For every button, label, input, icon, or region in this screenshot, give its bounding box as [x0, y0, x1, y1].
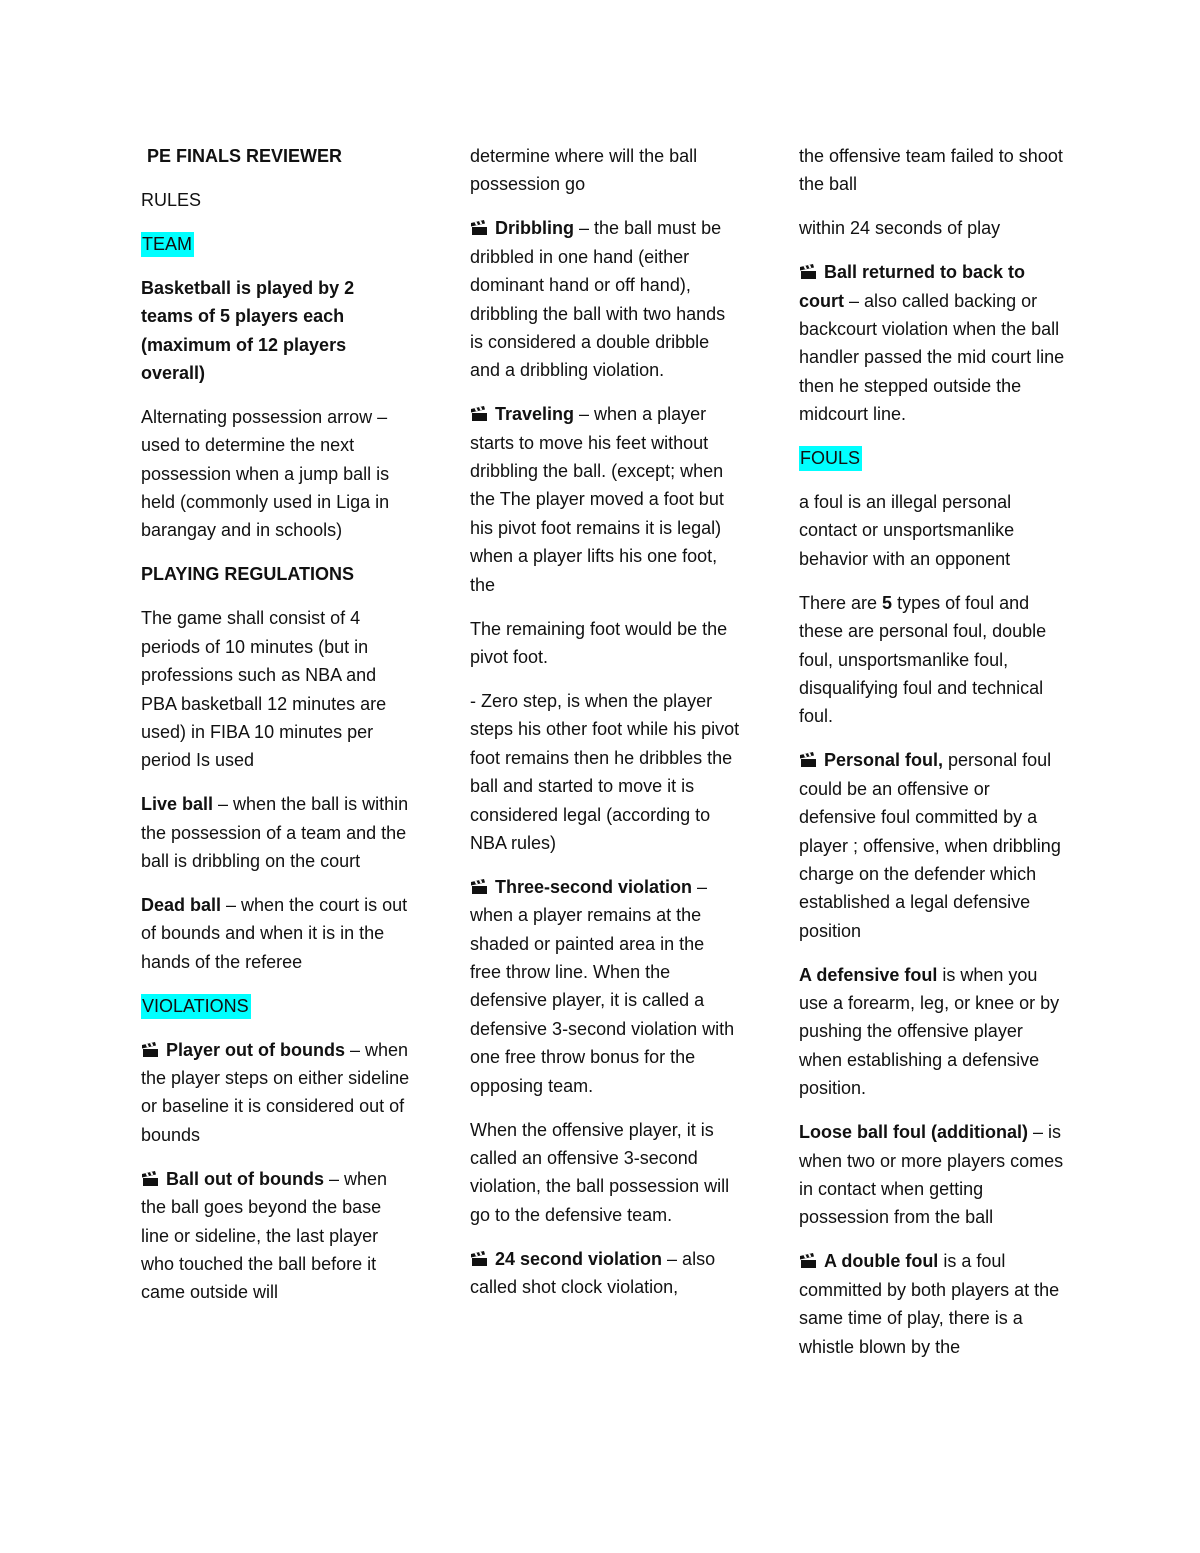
- clapperboard-icon: [141, 1042, 159, 1058]
- backcourt-item: [799, 258, 1069, 428]
- clapperboard-icon: [470, 1251, 488, 1267]
- clapperboard-icon: [470, 879, 488, 895]
- shot-clock-continued-text: the offensive team failed to shoot the ball: [799, 146, 1063, 195]
- dribbling-term: Dribbling: [495, 218, 574, 239]
- backcourt-term: Ball returned to back to court: [799, 262, 1026, 311]
- clapperboard-icon: [470, 220, 488, 236]
- double-foul-text: is a foul committed by both players at the same time of play, there is a whistle blown by the: [799, 1251, 1060, 1357]
- clapperboard-icon: [141, 1171, 159, 1187]
- zero-step-text: - Zero step, is when the player steps his other foot while his pivot foot remains then he dribbles the ball and started to move it is considered legal (according to NBA rules): [470, 690, 740, 853]
- three-second-term: Three-second violation: [495, 876, 693, 897]
- live-ball-term: Live ball: [141, 794, 214, 815]
- defensive-foul-term: A defensive foul: [799, 964, 938, 985]
- loose-ball-foul-item: [799, 1118, 1069, 1232]
- column-3: [799, 142, 1069, 1376]
- live-ball-item: [141, 790, 411, 875]
- clapperboard-icon: [799, 1253, 817, 1269]
- foul-types-count: 5: [882, 592, 893, 613]
- defensive-foul-item: [799, 961, 1069, 1103]
- foul-types-pre: There are: [799, 592, 883, 613]
- ball-out-text: – when the ball goes beyond the base line or sideline, the last player who touched the ball before it came outside will: [141, 1168, 388, 1303]
- player-out-item: [141, 1036, 411, 1150]
- loose-ball-foul-term: Loose ball foul (additional): [799, 1122, 1028, 1143]
- defensive-foul-text: is when you use a forearm, leg, or knee or by pushing the offensive player when establishing a defensive position.: [799, 964, 1060, 1099]
- traveling-item: [470, 400, 740, 599]
- fouls-heading: FOULS: [799, 446, 862, 471]
- dead-ball-item: [141, 891, 411, 976]
- three-second-text: – when a player remains at the shaded or painted area in the free throw line. When the defensive player, it is called a defensive 3-second violation with one free throw bonus for the opposing team.: [470, 876, 735, 1096]
- foul-definition-text: a foul is an illegal personal contact or unsportsmanlike behavior with an opponent: [799, 492, 1015, 569]
- clapperboard-icon: [799, 752, 817, 768]
- team-heading: TEAM: [141, 232, 194, 257]
- game-periods-text: The game shall consist of 4 periods of 10 minutes (but in professions such as NBA and PBA basketball 12 minutes are used) in FIBA 10 minutes per period Is used: [141, 608, 387, 771]
- clapperboard-icon: [470, 406, 488, 422]
- player-out-term: Player out of bounds: [166, 1039, 346, 1060]
- dead-ball-term: Dead ball: [141, 894, 222, 915]
- personal-foul-term: Personal foul,: [824, 750, 944, 771]
- column-2: [470, 142, 740, 1317]
- dribbling-text: – the ball must be dribbled in one hand (either dominant hand or off hand), dribbling the ball with two hands is considered a double dribble and a dribbling violation.: [470, 218, 726, 381]
- dead-ball-text: – when the court is out of bounds and when it is in the hands of the referee: [141, 894, 408, 972]
- player-out-text: – when the player steps on either sideline or baseline it is considered out of bounds: [141, 1039, 410, 1145]
- document-title: PE FINALS REVIEWER: [147, 146, 343, 166]
- three-second-item: [470, 873, 740, 1100]
- backcourt-text: – also called backing or backcourt violation when the ball handler passed the mid court line then he stepped outside the midcourt line.: [799, 290, 1065, 425]
- clapperboard-icon: [799, 264, 817, 280]
- shot-clock-text: – also called shot clock violation,: [470, 1248, 716, 1298]
- rules-label: RULES: [141, 189, 202, 210]
- shot-clock-item: [470, 1245, 740, 1302]
- offensive-three-second-text: When the offensive player, it is called an offensive 3-second violation, the ball possession will go to the defensive team.: [470, 1119, 730, 1225]
- possession-arrow-text: Alternating possession arrow – used to determine the next possession when a jump ball is held (commonly used in Liga in barangay and in schools): [141, 406, 390, 541]
- ball-out-item: [141, 1165, 411, 1307]
- personal-foul-item: [799, 746, 1069, 945]
- ball-out-term: Ball out of bounds: [166, 1168, 324, 1189]
- dribbling-item: [470, 214, 740, 384]
- violations-heading: VIOLATIONS: [141, 994, 251, 1019]
- playing-regulations-heading: PLAYING REGULATIONS: [141, 564, 355, 585]
- live-ball-text: – when the ball is within the possession of a team and the ball is dribbling on the court: [141, 794, 409, 872]
- remaining-foot-text: The remaining foot would be the pivot foot.: [470, 618, 728, 667]
- traveling-text: – when a player starts to move his feet without dribbling the ball. (except; when the The player moved a foot but his pivot foot remains it is legal) when a player lifts his one foot, the: [470, 404, 724, 595]
- team-text: Basketball is played by 2 teams of 5 players each (maximum of 12 players overall): [141, 277, 355, 383]
- column-1: [141, 142, 411, 1322]
- double-foul-item: [799, 1247, 1069, 1361]
- foul-types-text: types of foul and these are personal foul, double foul, unsportsmanlike foul, disqualifying foul and technical foul.: [799, 592, 1047, 727]
- traveling-term: Traveling: [495, 404, 575, 425]
- within-seconds-text: within 24 seconds of play: [799, 218, 1001, 239]
- double-foul-term: A double foul: [824, 1251, 939, 1272]
- personal-foul-text: personal foul could be an offensive or defensive foul committed by a player ; offensive, when dribbling charge on the defender which established a legal defensive position: [799, 750, 1061, 941]
- shot-clock-term: 24 second violation: [495, 1248, 663, 1269]
- ball-out-continued-text: determine where will the ball possession go: [470, 146, 698, 195]
- loose-ball-foul-text: – is when two or more players comes in contact when getting possession from the ball: [799, 1122, 1064, 1228]
- foul-types-item: [799, 589, 1069, 731]
